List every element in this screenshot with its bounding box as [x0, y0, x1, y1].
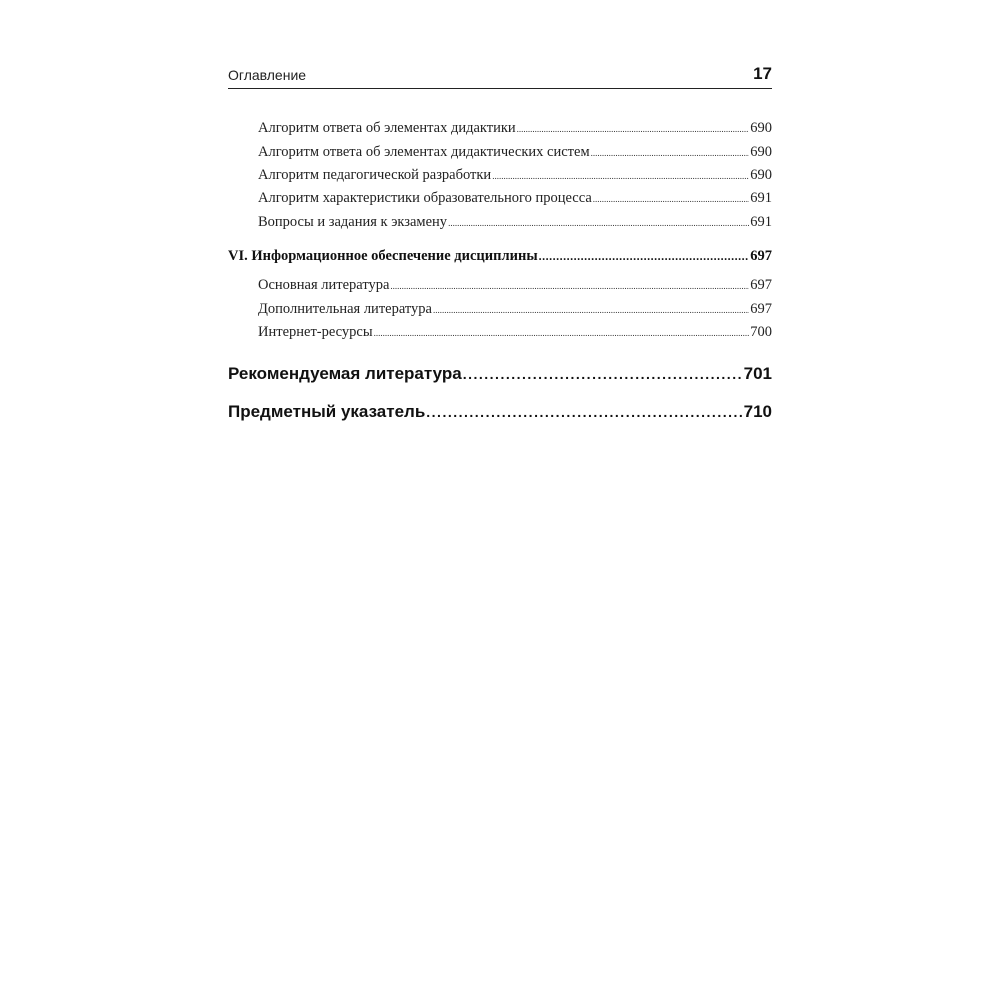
toc-entry-title: Алгоритм ответа об элементах дидактики: [258, 120, 516, 136]
toc-entry-page: 691: [750, 214, 772, 230]
toc-entry-title: Основная литература: [258, 277, 390, 293]
toc-entry: [228, 167, 772, 184]
toc-section-title: VI. Информационное обеспечение дисциплины: [228, 248, 538, 264]
toc-entry: [228, 277, 772, 294]
toc-entry: [228, 301, 772, 318]
dot-leader: [433, 305, 749, 315]
toc-chapter: [228, 364, 772, 384]
toc-entry-title: Алгоритм ответа об элементах дидактических систем: [258, 144, 590, 160]
dot-leader: [492, 171, 749, 181]
toc-entry: [228, 144, 772, 161]
toc-entry-page: 690: [750, 120, 772, 136]
toc-entry-page: 690: [750, 167, 772, 183]
toc-chapter-title: Рекомендуемая литература: [228, 364, 462, 383]
dot-leader: [448, 218, 749, 228]
dot-leader: [591, 148, 750, 158]
toc-chapter: [228, 402, 772, 422]
toc-entry-title: Дополнительная литература: [258, 301, 432, 317]
dot-leader: [539, 249, 750, 264]
toc-chapter-page: 710: [743, 402, 772, 421]
toc-entry: [228, 190, 772, 207]
page-number: 17: [753, 64, 772, 83]
toc-section: [228, 248, 772, 265]
dot-leader: [517, 124, 750, 134]
toc-entry-title: Интернет-ресурсы: [258, 324, 373, 340]
toc-entry-page: 697: [750, 301, 772, 317]
toc-entry-page: 700: [750, 324, 772, 340]
toc-entry-page: 691: [750, 190, 772, 206]
dot-leader: [463, 366, 743, 382]
toc-entry-title: Алгоритм характеристики образовательного процесса: [258, 190, 592, 206]
toc-entry-title: Вопросы и задания к экзамену: [258, 214, 448, 230]
toc-entry: [228, 324, 772, 341]
running-title: Оглавление: [228, 67, 307, 83]
toc-entry: [228, 214, 772, 231]
toc-chapter-title: Предметный указатель: [228, 402, 426, 421]
toc-entry: [228, 120, 772, 137]
dot-leader: [426, 404, 742, 420]
toc-entry-page: 690: [750, 144, 772, 160]
running-header: [228, 66, 772, 89]
dot-leader: [390, 281, 749, 291]
toc-section-page: 697: [750, 248, 772, 264]
toc-entry-title: Алгоритм педагогической разработки: [258, 167, 492, 183]
dot-leader: [374, 328, 750, 338]
toc-chapter-page: 701: [743, 364, 772, 383]
toc-entry-page: 697: [750, 277, 772, 293]
dot-leader: [593, 194, 749, 204]
